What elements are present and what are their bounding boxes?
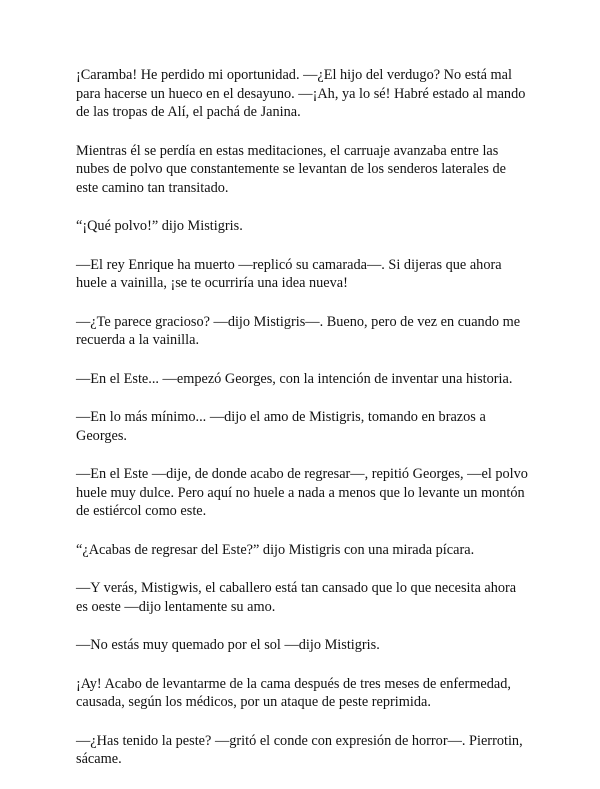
paragraph: “¡Qué polvo!” dijo Mistigris. — [76, 218, 243, 234]
paragraph: Mientras él se perdía en estas meditaciones, el carruaje avanzaba entre las nubes de polvo que constantemente se levantan de los senderos laterales de este camino tan transitado. — [76, 142, 506, 196]
paragraph: —El rey Enrique ha muerto —replicó su camarada—. Si dijeras que ahora huele a vainilla, ¡se te ocurriría una idea nueva! — [76, 256, 502, 291]
document-page — [76, 66, 531, 789]
paragraph: —En el Este —dije, de donde acabo de regresar—, repitió Georges, —el polvo huele muy dulce. Pero aquí no huele a nada a menos que lo levante un montón de estiércol como este. — [76, 466, 528, 519]
paragraph: ¡Caramba! He perdido mi oportunidad. —¿El hijo del verdugo? No está mal para hacerse un hueco en el desayuno. —¡Ah, ya lo sé! Habré estado al mando de las tropas de Alí, el pachá de Janina. — [76, 67, 526, 120]
paragraph: —¿Te parece gracioso? —dijo Mistigris—. Bueno, pero de vez en cuando me recuerda a la vainilla. — [76, 313, 521, 348]
paragraph: —No estás muy quemado por el sol —dijo Mistigris. — [76, 637, 380, 653]
paragraph: —¿Has tenido la peste? —gritó el conde con expresión de horror—. Pierrotin, sácame. — [76, 732, 523, 767]
paragraph: —Y verás, Mistigwis, el caballero está tan cansado que lo que necesita ahora es oeste —dijo lentamente su amo. — [76, 580, 517, 615]
paragraph: —En el Este... —empezó Georges, con la intención de inventar una historia. — [76, 370, 513, 387]
paragraph: “¿Acabas de regresar del Este?” dijo Mistigris con una mirada pícara. — [76, 541, 475, 558]
paragraph: —En lo más mínimo... —dijo el amo de Mistigris, tomando en brazos a Georges. — [76, 409, 486, 444]
paragraph: ¡Ay! Acabo de levantarme de la cama después de tres meses de enfermedad, causada, según los médicos, por un ataque de peste reprimida. — [76, 675, 511, 710]
